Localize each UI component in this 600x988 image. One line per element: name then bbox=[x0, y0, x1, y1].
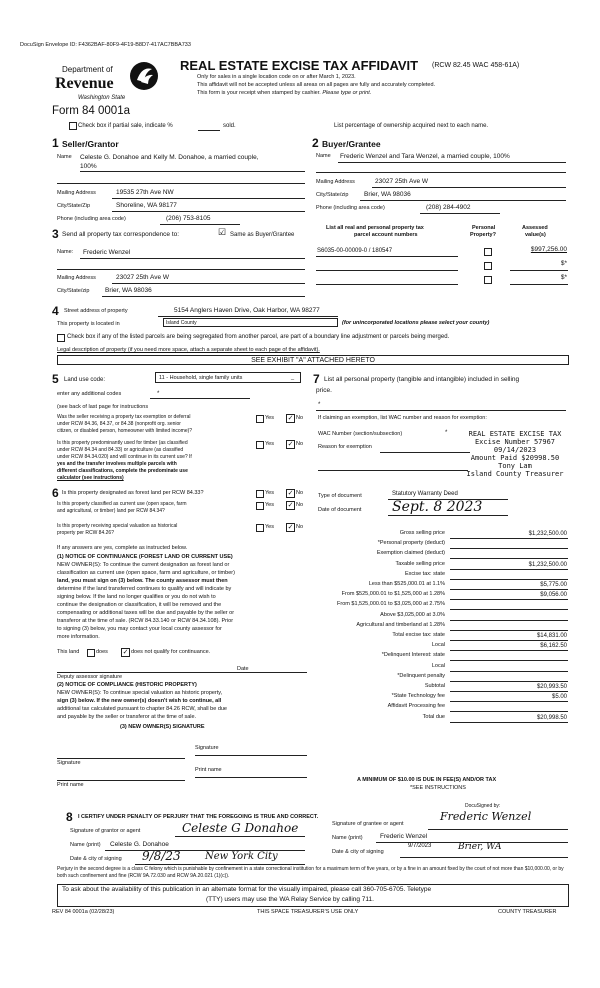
seller-city-line bbox=[112, 211, 305, 212]
tax-row-label: Affidavit Processing fee bbox=[387, 703, 445, 709]
dept-line2: Revenue bbox=[55, 75, 114, 92]
exemption-label: If claiming an exemption, list WAC number and reason for exemption: bbox=[318, 415, 487, 421]
corr-name-line bbox=[80, 258, 305, 259]
tax-row-label: Local bbox=[431, 663, 445, 669]
forest-q1: Is this property designated as forest land per RCW 84.33? bbox=[62, 490, 204, 496]
buyer-num: 2 bbox=[312, 136, 319, 150]
parcel-personal-1[interactable] bbox=[484, 248, 492, 256]
personal-label: List all personal property (tangible and intangible) included in selling bbox=[324, 376, 520, 383]
deputy-label: Deputy assessor signature bbox=[57, 674, 123, 680]
revenue-logo-icon bbox=[128, 60, 160, 92]
f2-yes: Yes bbox=[265, 502, 274, 508]
buyer-mailing-line bbox=[372, 187, 566, 188]
owner-print-line-2 bbox=[195, 777, 307, 778]
seller-name-line bbox=[80, 171, 305, 172]
tax-row-line bbox=[450, 620, 568, 621]
corr-mailing: 23027 25th Ave W bbox=[116, 274, 170, 281]
grantee-date-label: Date & city of signing bbox=[332, 849, 384, 855]
this-land-label: This land bbox=[57, 649, 80, 655]
street-label: Street address of property bbox=[64, 308, 128, 314]
landuse-q2b-c: calculator (see instructions) bbox=[57, 475, 124, 481]
landuse-q2-a: Is this property predominantly used for timber (as classified bbox=[57, 440, 188, 446]
parcel-value-2: $* bbox=[560, 260, 567, 267]
corr-mailing-line bbox=[112, 283, 305, 284]
personal-mark: * bbox=[318, 402, 321, 408]
tax-row-value: $20,993.50 bbox=[536, 684, 567, 690]
segregated-checkbox[interactable] bbox=[57, 334, 65, 342]
f1-yes-box[interactable] bbox=[256, 490, 264, 498]
landuse-q1-a: Was the seller receiving a property tax exemption or deferral bbox=[57, 414, 191, 420]
seller-name: Celeste G. Donahoe and Kelly M. Donahoe, a married couple, bbox=[80, 154, 259, 161]
tax-row-label: Subtotal bbox=[424, 683, 445, 689]
buyer-mailing: 23027 25th Ave W bbox=[375, 178, 429, 185]
corr-city: Brier, WA 98036 bbox=[105, 287, 152, 294]
certify-num: 8 bbox=[66, 810, 73, 824]
treasurer-stamp bbox=[460, 431, 570, 478]
f3-yes-box[interactable] bbox=[256, 524, 264, 532]
reason-line bbox=[380, 452, 470, 453]
parcel-value-3: $* bbox=[560, 274, 567, 281]
grantor-date-line bbox=[135, 864, 305, 865]
notice1-line-8: transferor at the time of sale. (RCW 84.33.140 or RCW 84.34.108). Prior bbox=[57, 618, 234, 624]
tax-row-label: From $1,525,000.01 to $3,025,000 at 2.75% bbox=[337, 601, 445, 607]
tax-row-label: Agricultural and timberland at 1.28% bbox=[356, 622, 445, 628]
notice1-line-4: determine if the land transferred continues to qualify and will indicate by bbox=[57, 586, 232, 592]
footer-center: THIS SPACE TREASURER'S USE ONLY bbox=[257, 909, 359, 915]
sig-grantor-value: Celeste G Donahoe bbox=[182, 821, 299, 835]
sig-grantor-line bbox=[175, 836, 305, 837]
grantee-date-line bbox=[400, 857, 568, 858]
seller-heading: Seller/Grantor bbox=[62, 139, 119, 149]
landuse-additional: enter any additional codes bbox=[57, 391, 122, 397]
forest-q3-b: property per RCW 84.26? bbox=[57, 530, 114, 536]
doc-type-value: Statutory Warranty Deed bbox=[392, 491, 458, 497]
notice2-line-3: additional tax calculated pursuant to chapter 84.26 RCW, shall be due bbox=[57, 706, 227, 712]
forest-q3-a: Is this property receiving special valuation as historical bbox=[57, 523, 178, 529]
perjury-notice: Perjury in the second degree is a class C felony which is punishable by confinement in a state correctional institution for a maximum term of five years, or by a fine in an amount fixed by the court of not more than $10,000.00, or by both such confinement and fine (RCW 9A.72.030 and RCW 9A.20.021 (1)(c)). bbox=[57, 866, 564, 879]
buyer-city-line bbox=[360, 200, 566, 201]
tax-row-value: $1,232,500.00 bbox=[528, 531, 567, 537]
tax-row-label: *Delinquent penalty bbox=[397, 673, 445, 679]
deputy-date: Date bbox=[237, 666, 249, 672]
sig-grantee-value: Frederic Wenzel bbox=[440, 810, 532, 823]
tax-row-label: Gross selling price bbox=[399, 530, 445, 536]
located-label: This property is located in bbox=[57, 321, 120, 327]
landuse-q2b-a: yes and the transfer involves multiple parcels with bbox=[57, 461, 177, 467]
q2-yes-box[interactable] bbox=[256, 441, 264, 449]
stamp-line-3: 09/14/2023 bbox=[493, 446, 537, 454]
docusigned-label: DocuSigned by: bbox=[465, 803, 501, 809]
does-label: does bbox=[96, 649, 108, 655]
grantor-date: 9/8/23 bbox=[142, 849, 181, 863]
landuse-q2-b: under RCW 84.34 and 84.33) or agriculture (as classified bbox=[57, 447, 184, 453]
tax-row-line bbox=[450, 660, 568, 661]
notice2-line-2: sign (3) below. If the new owner(s) doesn't wish to continue, all bbox=[57, 698, 222, 704]
corr-blank-line bbox=[57, 269, 305, 270]
wac-label: WAC Number (section/subsection) bbox=[318, 431, 403, 437]
tax-row-label: Excise tax: state bbox=[404, 571, 445, 577]
parcel-col2-b: Property? bbox=[470, 232, 496, 238]
notice1-line-3: land, you must sign on (3) below. The county assessor must then bbox=[57, 578, 228, 584]
seller-phone-label: Phone (including area code) bbox=[57, 216, 126, 222]
buyer-phone: (208) 284-4902 bbox=[426, 204, 471, 211]
tax-row-line bbox=[450, 691, 568, 692]
grantor-name-label: Name (print) bbox=[70, 842, 101, 848]
parcel-col3-a: Assessed bbox=[522, 225, 548, 231]
tax-row-label: From $525,000.01 to $1,525,000 at 1.28% bbox=[341, 591, 445, 597]
dept-line1: Department of bbox=[62, 65, 113, 74]
corr-name-label: Name: bbox=[57, 249, 74, 255]
header-note3: This form is your receipt when stamped by cashier. Please type or print. bbox=[197, 90, 372, 96]
sig-grantor-label: Signature of grantor or agent bbox=[70, 828, 141, 834]
stamp-line-4: Amount Paid $20998.50 bbox=[470, 454, 560, 462]
tax-row-line bbox=[450, 650, 568, 651]
seller-phone: (206) 753-8105 bbox=[166, 215, 211, 222]
tax-row-label: Less than $525,000.01 at 1.1% bbox=[368, 581, 445, 587]
seller-city-label: City/State/Zip bbox=[57, 203, 91, 209]
tax-row-label: *Delinquent Interest: state bbox=[381, 652, 445, 658]
corr-city-label: City/State/zip bbox=[57, 288, 90, 294]
landuse-q1-b: under RCW 84.36, 84.37, or 84.38 (nonprofit org. senior bbox=[57, 421, 181, 427]
located-note: (for unincorporated locations please select your county) bbox=[342, 320, 490, 326]
parcel-col2-a: Personal bbox=[472, 225, 496, 231]
landuse-additional-line bbox=[150, 398, 250, 399]
notice2-line-1: NEW OWNER(S): To continue special valuation as historic property, bbox=[57, 690, 223, 696]
tax-row-line bbox=[450, 569, 568, 570]
landuse-see-back: (see back of last page for instructions bbox=[57, 404, 149, 410]
buyer-mailing-label: Mailing Address bbox=[316, 179, 355, 185]
grantee-name-label: Name (print) bbox=[332, 835, 363, 841]
tax-row-line bbox=[450, 589, 568, 590]
partial-sale-checkbox[interactable] bbox=[69, 122, 77, 130]
chevron-down-icon: _ bbox=[290, 375, 294, 381]
header-note2: This affidavit will not be accepted unless all areas on all pages are fully and accurately completed. bbox=[197, 82, 436, 88]
parcel-personal-2[interactable] bbox=[484, 262, 492, 270]
q1-yes-box[interactable] bbox=[256, 415, 264, 423]
legal-label: Legal description of property (if you need more space, attach a separate sheet to each page of the affidavit). bbox=[57, 347, 320, 353]
owner-print-label-2: Print name bbox=[195, 767, 222, 773]
sig-grantee-label: Signature of grantee or agent bbox=[332, 821, 404, 827]
buyer-name: Frederic Wenzel and Tara Wenzel, a married couple, 100% bbox=[340, 153, 510, 160]
personal-label-2: price. bbox=[316, 387, 332, 394]
parcel-line-2 bbox=[316, 270, 458, 271]
landuse-additional-mark: * bbox=[157, 391, 160, 397]
tax-row-label: Taxable selling price bbox=[395, 561, 445, 567]
tax-row-line bbox=[450, 711, 568, 712]
owner-sig-line-2 bbox=[195, 755, 307, 756]
certify-text: I CERTIFY UNDER PENALTY OF PERJURY THAT THE FOREGOING IS TRUE AND CORRECT. bbox=[78, 814, 319, 820]
landuse-label: Land use code: bbox=[64, 377, 106, 383]
owner-print-line-1 bbox=[57, 780, 185, 781]
parcel-personal-3[interactable] bbox=[484, 276, 492, 284]
partial-sale-line bbox=[198, 130, 220, 131]
notice1-line-2: classification as current use (open space, farm and agriculture, or timber) bbox=[57, 570, 235, 576]
q2-no-box[interactable]: ✓ bbox=[287, 441, 294, 448]
legal-description: SEE EXHIBIT "A" ATTACHED HERETO bbox=[57, 355, 569, 365]
form-number: Form 84 0001a bbox=[52, 105, 130, 117]
landuse-num: 5 bbox=[52, 372, 59, 386]
seller-name-label: Name bbox=[57, 154, 72, 160]
seller-mailing: 19535 27th Ave NW bbox=[116, 189, 174, 196]
tax-row-line bbox=[450, 701, 568, 702]
corr-same-label: Same as Buyer/Grantee bbox=[230, 232, 295, 238]
tax-row-label: Exemption claimed (deduct) bbox=[376, 550, 445, 556]
personal-num: 7 bbox=[313, 372, 320, 386]
form-title: REAL ESTATE EXCISE TAX AFFIDAVIT bbox=[180, 58, 419, 73]
county-select[interactable]: Island County bbox=[163, 318, 338, 327]
tax-row-value: $14,831.00 bbox=[536, 633, 567, 639]
owner-sig-line-1 bbox=[57, 758, 185, 759]
grantor-date-label: Date & city of signing bbox=[70, 856, 122, 862]
doc-date-line bbox=[388, 515, 508, 516]
q2-no: No bbox=[296, 441, 304, 447]
grantee-date: 9/7/2023 bbox=[408, 843, 432, 849]
does-not-checkbox[interactable]: ✓ bbox=[122, 649, 129, 656]
stamp-line-5: Tony Lam bbox=[498, 462, 532, 470]
tax-row-value: $1,232,500.00 bbox=[528, 562, 567, 568]
notice1-line-1: NEW OWNER(S): To continue the current designation as forest land or bbox=[57, 562, 230, 568]
parcel-line-3 bbox=[316, 284, 458, 285]
grantor-name: Celeste G. Donahoe bbox=[110, 841, 169, 848]
doc-date-label: Date of document bbox=[318, 507, 362, 513]
notice2-line-4: and payable by the seller or transferor at the time of sale. bbox=[57, 714, 197, 720]
tax-see-instructions: *SEE INSTRUCTIONS bbox=[410, 785, 466, 791]
tax-row-line bbox=[450, 722, 568, 723]
tax-row-label: *Personal property (deduct) bbox=[377, 540, 445, 546]
grantor-city: New York City bbox=[205, 851, 278, 862]
tax-row-label: Total due bbox=[422, 714, 445, 720]
tax-row-value: $9,056.00 bbox=[540, 592, 567, 598]
seller-city: Shoreline, WA 98177 bbox=[116, 202, 177, 209]
buyer-phone-line bbox=[420, 213, 500, 214]
street-num: 4 bbox=[52, 304, 59, 318]
deputy-line bbox=[57, 672, 307, 673]
seller-mailing-label: Mailing Address bbox=[57, 190, 96, 196]
street-line bbox=[158, 316, 338, 317]
wac-mark: * bbox=[445, 430, 448, 436]
corr-heading: Send all property tax correspondence to: bbox=[62, 231, 180, 238]
tax-row-line bbox=[450, 609, 568, 610]
owner-sig-label-2: Signature bbox=[195, 745, 219, 751]
buyer-phone-label: Phone (including area code) bbox=[316, 205, 385, 211]
tax-row-value: $6,162.50 bbox=[540, 643, 567, 649]
tax-row-line bbox=[450, 548, 568, 549]
owner-sig-label-1: Signature bbox=[57, 760, 81, 766]
segregated-label: Check box if any of the listed parcels are being segregated from another parcel, are part of a boundary line adjustment or parcels being merged. bbox=[67, 334, 450, 340]
tax-row-label: *State Technology fee bbox=[391, 693, 445, 699]
does-not-label: does not qualify for continuance. bbox=[131, 649, 211, 655]
alt-format-1: To ask about the availability of this publication in an alternate format for the visually impaired, please call 360-705-6705. Teletype bbox=[62, 886, 432, 893]
stamp-line-6: Island County Treasurer bbox=[466, 470, 564, 478]
tax-row-label: Local bbox=[431, 642, 445, 648]
seller-name-2: 100% bbox=[80, 163, 97, 170]
tax-row-line bbox=[450, 630, 568, 631]
corr-same-checkbox[interactable]: ☑ bbox=[218, 227, 227, 237]
tax-row-label: Above $3,025,000 at 3.0% bbox=[380, 612, 445, 618]
parcel-vline-3 bbox=[510, 284, 568, 285]
ownership-note: List percentage of ownership acquired next to each name. bbox=[334, 123, 489, 129]
buyer-city: Brier, WA 98036 bbox=[364, 191, 411, 198]
buyer-city-label: City/State/zip bbox=[316, 192, 349, 198]
street-value: 5154 Anglers Haven Drive, Oak Harbor, WA 98277 bbox=[174, 307, 320, 314]
parcel-line-1 bbox=[316, 256, 458, 257]
tax-row-value: $5.00 bbox=[551, 694, 567, 700]
landuse-q2b-b: different classifications, complete the predominate use bbox=[57, 468, 188, 474]
forest-q2-b: and agricultural, or timber) land per RCW 84.34? bbox=[57, 508, 165, 514]
buyer-name-label: Name bbox=[316, 153, 331, 159]
buyer-blank-line bbox=[316, 172, 566, 173]
f1-no: No bbox=[296, 490, 304, 496]
q1-no-box[interactable]: ✓ bbox=[287, 415, 294, 422]
tax-row-line bbox=[450, 640, 568, 641]
reason-label: Reason for exemption bbox=[318, 444, 372, 450]
tax-row-line bbox=[450, 599, 568, 600]
f2-no: No bbox=[296, 502, 304, 508]
seller-num: 1 bbox=[52, 136, 59, 150]
notice1-line-6: continue the designation or classification, it will be removed and the bbox=[57, 602, 222, 608]
tax-row-line bbox=[450, 538, 568, 539]
stamp-line-2: Excise Number 57967 bbox=[474, 438, 556, 446]
footer-rev: REV 84 0001a (02/28/23) bbox=[52, 909, 115, 915]
seller-phone-line bbox=[160, 224, 240, 225]
grantee-city: Brier, WA bbox=[458, 842, 502, 852]
alt-format-2: (TTY) users may use the WA Relay Service by calling 711. bbox=[206, 896, 374, 903]
grantee-name: Frederic Wenzel bbox=[380, 833, 428, 840]
corr-name: Frederic Wenzel bbox=[83, 249, 131, 256]
parcel-col1-b: parcel account numbers bbox=[354, 232, 418, 238]
f3-no: No bbox=[296, 524, 304, 530]
forest-if-yes: If any answers are yes, complete as instructed below. bbox=[57, 545, 188, 551]
corr-city-line bbox=[102, 296, 305, 297]
landuse-q1-c: citizen, or disabled person, homeowner with limited income)? bbox=[57, 428, 193, 434]
sig-grantee-line bbox=[428, 829, 568, 830]
tax-row-line bbox=[450, 681, 568, 682]
does-checkbox[interactable] bbox=[87, 649, 95, 657]
notice2-title: (2) NOTICE OF COMPLIANCE (HISTORIC PROPERTY) bbox=[57, 682, 197, 688]
parcel-col3-b: value(s) bbox=[525, 232, 546, 238]
f2-no-box[interactable]: ✓ bbox=[287, 502, 294, 509]
q1-yes: Yes bbox=[265, 415, 274, 421]
form-title-ref: (RCW 82.45 WAC 458-61A) bbox=[432, 62, 520, 69]
tax-row-value: $20,998.50 bbox=[536, 715, 567, 721]
dept-line3: Washington State bbox=[78, 95, 126, 101]
owner-print-label-1: Print name bbox=[57, 782, 84, 788]
tax-row-line bbox=[450, 579, 568, 580]
doc-type-label: Type of document bbox=[318, 493, 362, 499]
notice3-title: (3) NEW OWNER(S) SIGNATURE bbox=[120, 724, 205, 730]
buyer-heading: Buyer/Grantee bbox=[322, 139, 381, 149]
f3-no-box[interactable]: ✓ bbox=[287, 524, 294, 531]
reason-line-2 bbox=[318, 470, 468, 471]
forest-num: 6 bbox=[52, 486, 59, 500]
partial-sale-sold: sold. bbox=[223, 123, 236, 129]
footer-right: COUNTY TREASURER bbox=[498, 909, 557, 915]
tax-minimum: A MINIMUM OF $10.00 IS DUE IN FEE(S) AND/OR TAX bbox=[357, 777, 497, 783]
corr-num: 3 bbox=[52, 227, 59, 241]
f1-no-box[interactable]: ✓ bbox=[287, 490, 294, 497]
forest-q2-a: Is this property classified as current use (open space, farm bbox=[57, 501, 187, 507]
notice1-line-7: compensating or additional taxes will be due and payable by the seller or bbox=[57, 610, 235, 616]
parcel-col1-a: List all real and personal property tax bbox=[326, 225, 424, 231]
f2-yes-box[interactable] bbox=[256, 502, 264, 510]
personal-line bbox=[316, 410, 566, 411]
notice1-line-10: more information. bbox=[57, 634, 100, 640]
tax-row-line bbox=[450, 671, 568, 672]
seller-mailing-line bbox=[112, 198, 305, 199]
header-note1: Only for sales in a single location code on or after March 1, 2023. bbox=[197, 74, 356, 80]
landuse-q2-c: under RCW 84.34.020) and will continue in its current use? If bbox=[57, 454, 192, 460]
f3-yes: Yes bbox=[265, 524, 274, 530]
notice1-title: (1) NOTICE OF CONTINUANCE (FOREST LAND OR CURRENT USE) bbox=[57, 554, 233, 560]
buyer-name-line bbox=[338, 162, 566, 163]
notice1-line-5: signing below. If the land no longer qualifies or you do not wish to bbox=[57, 594, 216, 600]
partial-sale-label: Check box if partial sale, indicate % bbox=[78, 123, 173, 129]
tax-row-line bbox=[450, 558, 568, 559]
seller-blank-line bbox=[57, 183, 305, 184]
tax-row-label: Total excise tax: state bbox=[392, 632, 445, 638]
landuse-select[interactable]: 11 - Household, single family units _ bbox=[155, 372, 301, 383]
tax-row-value: $5,775.00 bbox=[540, 582, 567, 588]
parcel-row-1: S6035-00-00009-0 / 180547 bbox=[317, 248, 393, 254]
q2-yes: Yes bbox=[265, 441, 274, 447]
stamp-line-1: REAL ESTATE EXCISE TAX bbox=[468, 430, 562, 438]
parcel-value-1: $997,256.00 bbox=[530, 246, 567, 253]
doc-date-value: Sept. 8 2023 bbox=[392, 499, 483, 515]
f1-yes: Yes bbox=[265, 490, 274, 496]
envelope-id: DocuSign Envelope ID: F4362BAF-80F9-4F19-B8D7-417AC7BBA733 bbox=[20, 42, 191, 48]
corr-mailing-label: Mailing Address bbox=[57, 275, 96, 281]
parcel-vline-2 bbox=[510, 270, 568, 271]
q1-no: No bbox=[296, 415, 304, 421]
notice1-line-9: to signing (3) below, you may contact your local county assessor for bbox=[57, 626, 222, 632]
